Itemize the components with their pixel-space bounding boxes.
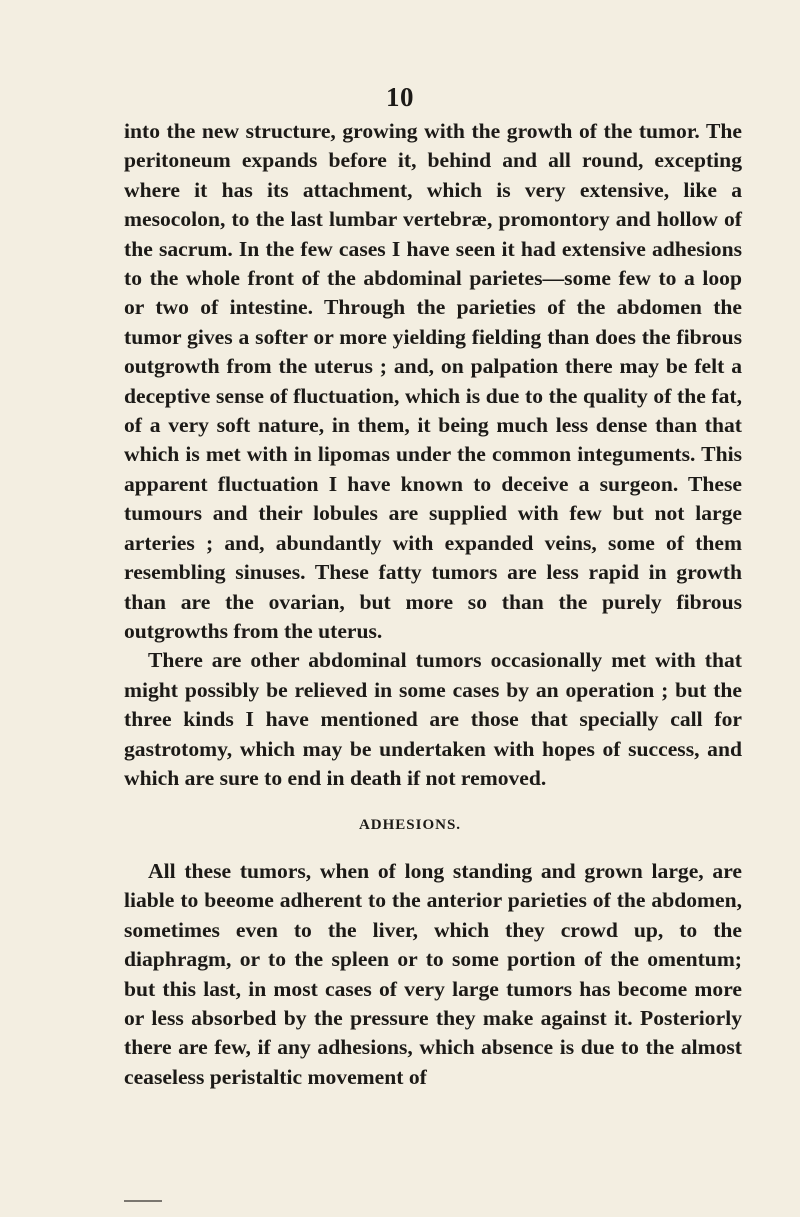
page-number: 10 (386, 82, 414, 112)
body-text-lower (124, 857, 742, 1092)
body-text-upper (124, 117, 742, 793)
paragraph: into the new structure, growing with the growth of the tumor. The peritoneum expands before it, behind and all round, excepting where it has its attachment, which is very extensive, like a mesocolon, to the last lumbar vertebræ, promontory and hollow of the sacrum. In the few cases I have seen it had extensive adhesions to the whole front of the abdominal parietes—some few to a loop or two of intestine. Through the parieties of the abdomen the tumor gives a softer or more yielding fielding than does the fibrous outgrowth from the uterus ; and, on palpation there may be felt a deceptive sense of fluctuation, which is due to the quality of the fat, of a very soft nature, in them, it being much less dense than that which is met with in lipomas under the common integuments. This apparent fluctuation I have known to deceive a surgeon. These tumours and their lobules are supplied with few but not large arteries ; and, abundantly with expanded veins, some of them resembling sinuses. These fatty tumors are less rapid in growth than are the ovarian, but more so than the purely fibrous outgrowths from the uterus. (124, 119, 742, 643)
print-mark (124, 1200, 162, 1202)
section-heading: ADHESIONS. (358, 817, 462, 833)
paragraph: All these tumors, when of long standing and grown large, are liable to beeome adherent to the anterior parieties of the abdomen, sometimes even to the liver, which they crowd up, to the diaphragm, or to the spleen or to some portion of the omentum; but this last, in most cases of very large tumors has become more or less absorbed by the pressure they make against it. Posteriorly there are few, if any adhesions, which absence is due to the almost ceaseless peristaltic movement of (124, 859, 742, 1089)
paragraph: There are other abdominal tumors occasionally met with that might possibly be relieved in some cases by an operation ; but the three kinds I have mentioned are those that specially call for gastrotomy, which may be undertaken with hopes of success, and which are sure to end in death if not removed. (124, 648, 742, 790)
